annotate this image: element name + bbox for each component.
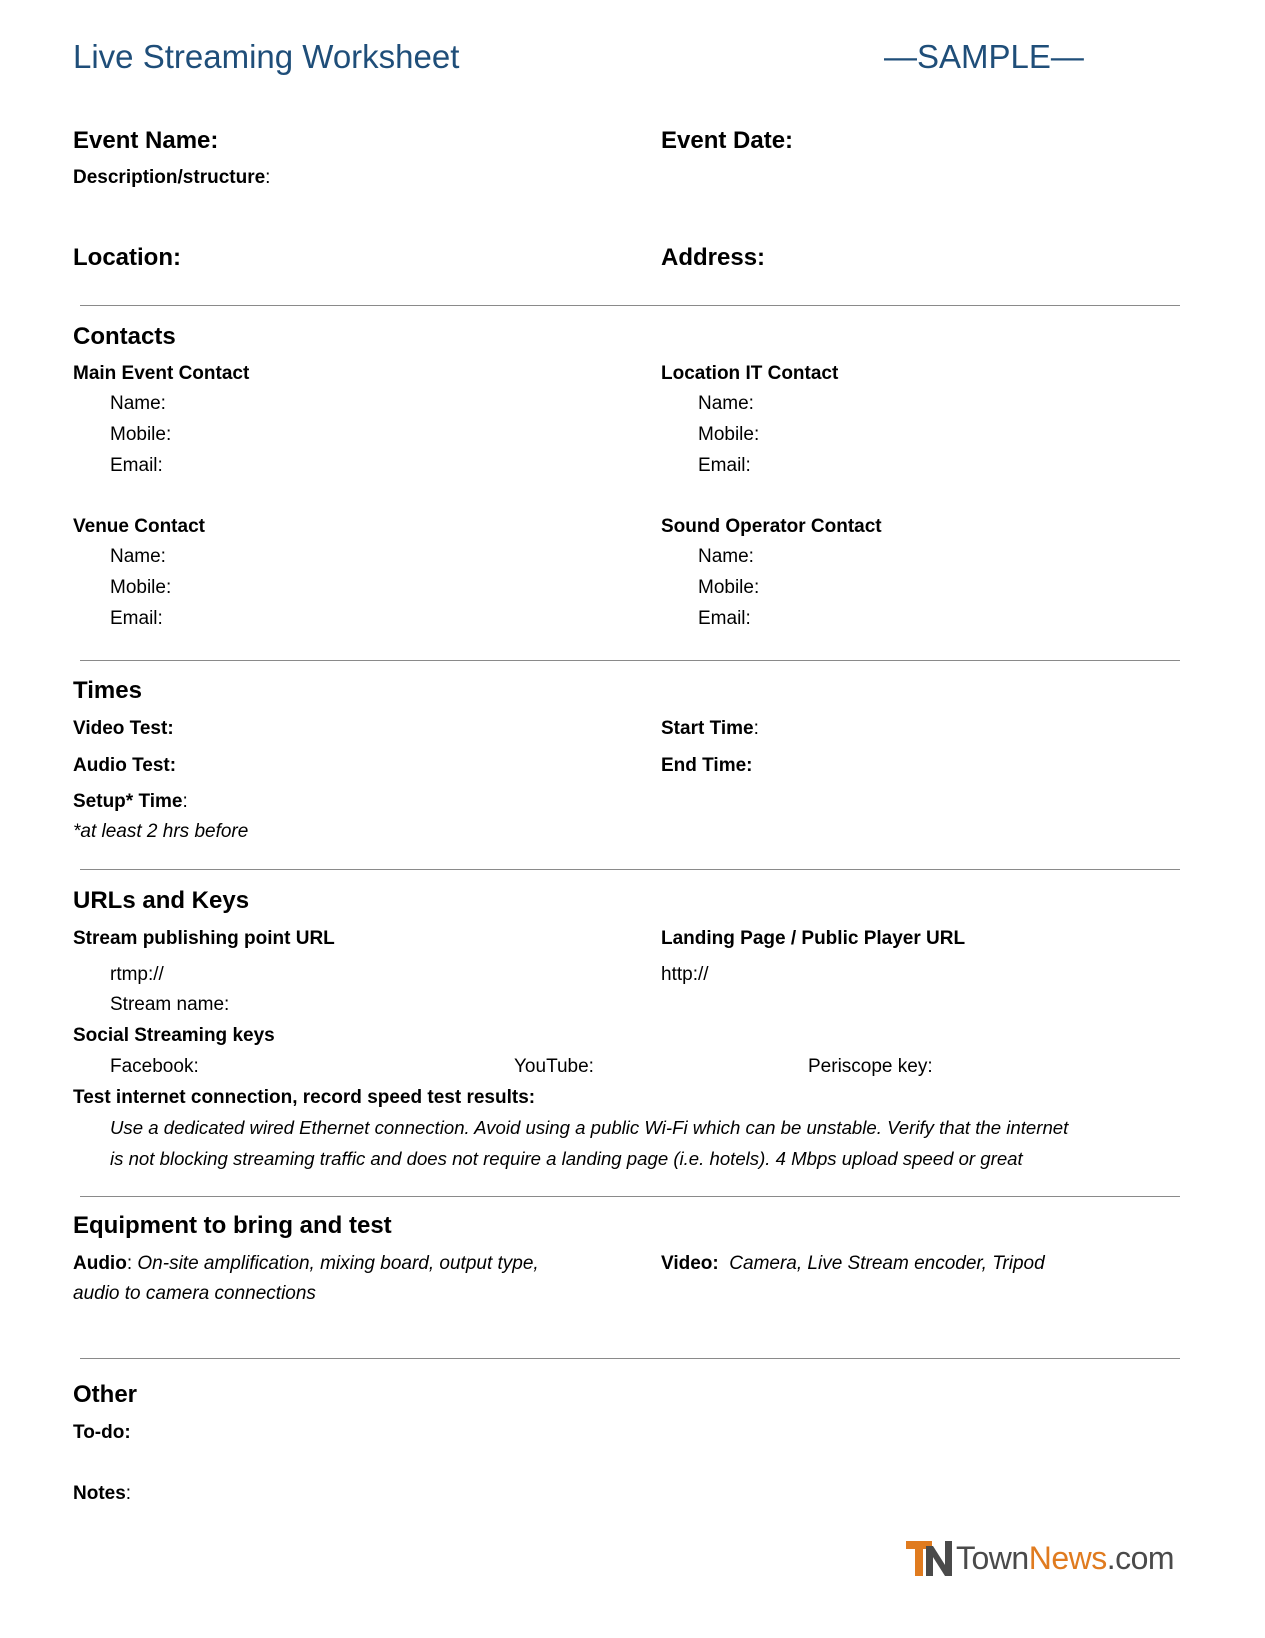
setup-time-note: *at least 2 hrs before	[73, 821, 249, 842]
logo-text-news: News	[1028, 1539, 1107, 1576]
speed-test-label: Test internet connection, record speed test results:	[73, 1087, 536, 1108]
contact-name-field: Name:	[698, 546, 754, 567]
audio-test-label: Audio Test:	[73, 755, 177, 776]
contact-group-title: Sound Operator Contact	[661, 516, 882, 537]
contact-name-field: Name:	[698, 393, 754, 414]
contact-name-field: Name:	[110, 546, 166, 567]
todo-label: To-do:	[73, 1422, 131, 1443]
logo-text-com: .com	[1106, 1539, 1175, 1576]
contact-email-field: Email:	[110, 608, 163, 629]
other-heading: Other	[73, 1381, 138, 1408]
landing-page-label: Landing Page / Public Player URL	[661, 928, 966, 949]
notes-label: Notes:	[73, 1483, 132, 1504]
divider	[80, 660, 1180, 661]
setup-time-label: Setup* Time:	[73, 791, 188, 812]
youtube-key-field: YouTube:	[514, 1056, 594, 1077]
contact-mobile-field: Mobile:	[698, 577, 760, 598]
page-title: Live Streaming Worksheet	[73, 38, 460, 75]
divider	[80, 1196, 1180, 1197]
speed-test-note-line1: Use a dedicated wired Ethernet connection. Avoid using a public Wi-Fi which can be unstable. Verify that the internet	[110, 1117, 1069, 1138]
location-label: Location:	[73, 244, 181, 271]
urls-heading: URLs and Keys	[73, 887, 250, 914]
contact-mobile-field: Mobile:	[698, 424, 760, 445]
equipment-heading: Equipment to bring and test	[73, 1212, 392, 1239]
contact-group-title: Location IT Contact	[661, 363, 839, 384]
contact-email-field: Email:	[698, 608, 751, 629]
townnews-logo	[906, 1536, 1174, 1580]
contact-name-field: Name:	[110, 393, 166, 414]
contacts-heading: Contacts	[73, 323, 176, 350]
stream-name-field: Stream name:	[110, 994, 230, 1015]
contact-group-title: Main Event Contact	[73, 363, 250, 384]
video-equipment: Video: Camera, Live Stream encoder, Tripod	[661, 1253, 1045, 1274]
facebook-key-field: Facebook:	[110, 1056, 199, 1077]
event-date-label: Event Date:	[661, 127, 794, 154]
audio-equipment-line2: audio to camera connections	[73, 1283, 316, 1304]
periscope-key-field: Periscope key:	[808, 1056, 933, 1077]
speed-test-note-line2: is not blocking streaming traffic and does not require a landing page (i.e. hotels). 4 Mbps upload speed or great	[110, 1148, 1023, 1169]
contact-mobile-field: Mobile:	[110, 424, 172, 445]
divider	[80, 869, 1180, 870]
contact-group-title: Venue Contact	[73, 516, 205, 537]
stream-publishing-label: Stream publishing point URL	[73, 928, 335, 949]
event-name-label: Event Name:	[73, 127, 219, 154]
times-heading: Times	[73, 677, 142, 704]
divider	[80, 1358, 1180, 1359]
contact-email-field: Email:	[698, 455, 751, 476]
sample-watermark: —SAMPLE—	[884, 38, 1084, 75]
address-label: Address:	[661, 244, 766, 271]
contact-mobile-field: Mobile:	[110, 577, 172, 598]
divider	[80, 305, 1180, 306]
audio-equipment: Audio: On-site amplification, mixing board, output type,	[73, 1253, 539, 1274]
rtmp-field: rtmp://	[110, 964, 164, 985]
contact-email-field: Email:	[110, 455, 163, 476]
http-field: http://	[661, 964, 709, 985]
video-test-label: Video Test:	[73, 718, 174, 739]
social-keys-label: Social Streaming keys	[73, 1025, 275, 1046]
tn-logo-icon	[906, 1538, 956, 1578]
description-label: Description/structure:	[73, 167, 271, 188]
logo-text-town: Town	[956, 1539, 1029, 1576]
start-time-label: Start Time:	[661, 718, 759, 739]
end-time-label: End Time:	[661, 755, 753, 776]
